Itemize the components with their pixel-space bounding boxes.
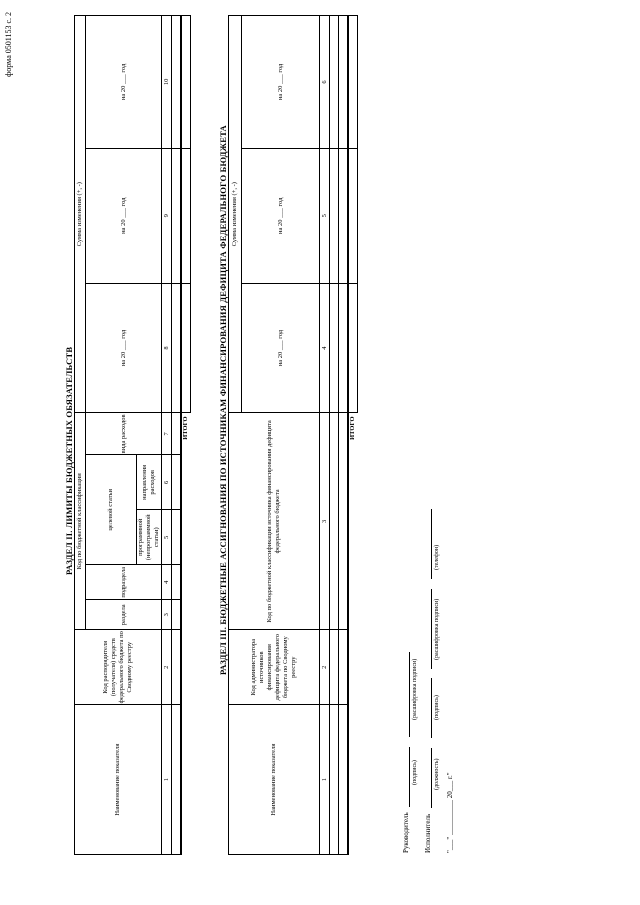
s3-header-year1: на 20 ___ год: [242, 283, 320, 413]
exec-label: Исполнитель: [424, 813, 432, 853]
head-sign-line[interactable]: [409, 747, 410, 807]
s3-header-sum-group: Сумма изменения (+, -): [229, 16, 242, 413]
s3-num: 6: [320, 16, 330, 149]
s2-num: 4: [162, 565, 172, 600]
s3-header-admin: Код администратора источников финансирования дефицита федерального бюджета по Сводному реестру: [229, 630, 320, 705]
section3-title: РАЗДЕЛ III. БЮДЖЕТНЫЕ АССИГНОВАНИЯ ПО ИСТОЧНИКАМ ФИНАНСИРОВАНИЯ ДЕФИЦИТА ФЕДЕРАЛЬНОГО БЮДЖЕТА: [218, 125, 228, 675]
s2-header-sum-group: Сумма изменения (+, -): [75, 16, 86, 413]
s2-header-code-group: Код по бюджетной классификации: [75, 413, 86, 630]
s3-total-label: ИТОГО: [349, 416, 357, 440]
s2-header-direction: направления расходов: [137, 455, 162, 510]
s2-total-label: ИТОГО: [182, 416, 190, 440]
s3-header-indicator: Наименование показателя: [229, 705, 320, 855]
s2-total-row: [181, 16, 191, 855]
section2-title: РАЗДЕЛ II. ЛИМИТЫ БЮДЖЕТНЫХ ОБЯЗАТЕЛЬСТВ: [64, 346, 74, 575]
head-sign-caption: (подпись): [412, 760, 418, 785]
s3-data-row: [339, 16, 349, 855]
s3-data-row: [330, 16, 339, 855]
s2-header-year2: на 20 ___ год: [86, 148, 162, 283]
section2-table: [74, 15, 191, 855]
s3-num: 2: [320, 630, 330, 705]
s2-num: 2: [162, 630, 172, 705]
s2-number-row: [162, 16, 172, 855]
s3-num: 5: [320, 148, 330, 283]
s3-header-year3: на 20 ___ год: [242, 16, 320, 149]
exec-sign-line[interactable]: [431, 678, 432, 738]
s3-num: 1: [320, 705, 330, 855]
s3-total-row: [348, 16, 358, 855]
s2-header-year3: на 20 ___ год: [86, 16, 162, 149]
s2-num: 1: [162, 705, 172, 855]
head-label: Руководитель: [402, 812, 410, 853]
s2-data-row: [172, 16, 182, 855]
s2-header-section: раздела: [86, 600, 162, 630]
s2-num: 8: [162, 283, 172, 413]
s3-num: 4: [320, 283, 330, 413]
head-name-line[interactable]: [409, 652, 410, 737]
s3-num: 3: [320, 413, 330, 630]
s2-num: 5: [162, 510, 172, 565]
exec-signature-block: [424, 509, 432, 853]
s2-header-program: программной (непрограммной статьи): [137, 510, 162, 565]
head-name-caption: (расшифровка подписи): [412, 658, 418, 720]
s2-header-year1: на 20 ___ год: [86, 283, 162, 413]
s2-header-target: целевой статьи: [86, 455, 137, 565]
s3-header-year2: на 20 ___ год: [242, 148, 320, 283]
s2-num: 10: [162, 16, 172, 149]
exec-position-line[interactable]: [431, 748, 432, 808]
exec-name-line[interactable]: [431, 589, 432, 669]
exec-position-caption: (должность): [434, 758, 440, 790]
s2-header-subsection: подраздела: [86, 565, 162, 600]
s2-num: 6: [162, 455, 172, 510]
s2-num: 9: [162, 148, 172, 283]
s2-num: 3: [162, 600, 172, 630]
s2-header-recipient: Код распорядителя (получателя) средств федерального бюджета по Сводному реестру: [75, 630, 162, 705]
head-signature-block: [402, 652, 410, 853]
s2-header-indicator: Наименование показателя: [75, 705, 162, 855]
s2-header-type: вида расходов: [86, 413, 162, 455]
s3-number-row: [320, 16, 330, 855]
exec-sign-caption: (подпись): [434, 695, 440, 720]
s3-header-code: Код по бюджетной классификации источника финансирования дефицита федерального бюджета: [229, 413, 320, 630]
exec-name-caption: (расшифровка подписи): [434, 598, 440, 660]
date-line: "___" __________ 20___ г.": [446, 772, 454, 853]
section3-table: [228, 15, 358, 855]
s2-num: 7: [162, 413, 172, 455]
exec-phone-line[interactable]: [431, 509, 432, 579]
form-id: форма 0501153 с. 2: [4, 12, 13, 77]
exec-phone-caption: (телефон): [434, 544, 440, 570]
